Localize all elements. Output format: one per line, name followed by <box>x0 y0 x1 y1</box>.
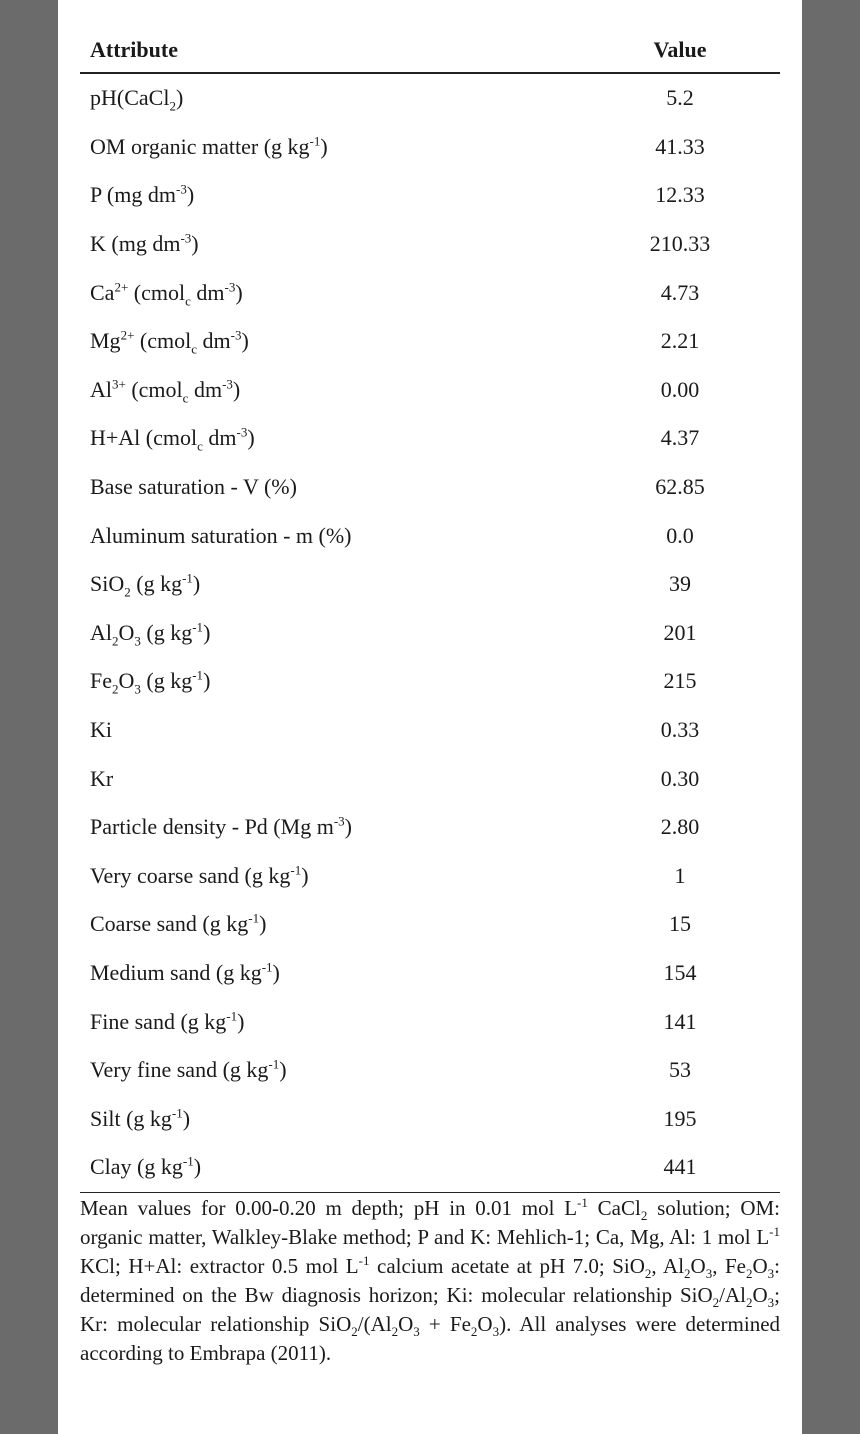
row-attribute: SiO$_2$ (g $kg^{-1}$) <box>90 570 201 600</box>
row-value: 0.33 <box>660 717 700 743</box>
row-attribute: OM organic matter (g $kg^{-1}$) <box>90 133 328 159</box>
table-row <box>80 609 780 658</box>
row-attribute: Particle density - Pd (Mg $m^{-3}$) <box>90 813 352 840</box>
table-row <box>80 852 780 901</box>
row-value: 215 <box>663 668 697 694</box>
table-row <box>80 560 780 609</box>
row-value: 2.80 <box>660 814 700 840</box>
row-value: 41.33 <box>655 133 705 159</box>
row-value: 2.21 <box>660 328 700 354</box>
row-attribute: $Ca^{2+}$ (cmol$_c$ $dm^{-3}$) <box>90 279 243 309</box>
table-row <box>80 123 780 172</box>
table-row <box>80 220 780 269</box>
table-header-row <box>80 28 780 73</box>
row-value: 0.30 <box>660 765 700 791</box>
table-row <box>80 1094 780 1143</box>
row-attribute: $Mg^{2+}$ (cmol$_c$ $dm^{-3}$) <box>90 327 249 357</box>
table-row <box>80 171 780 220</box>
row-attribute: Fine sand (g $kg^{-1}$) <box>90 1008 245 1034</box>
table-row <box>80 268 780 317</box>
row-value: 1 <box>674 862 686 888</box>
row-attribute: Medium sand (g $kg^{-1}$) <box>90 959 280 985</box>
row-value: 210.33 <box>649 231 711 257</box>
row-value: 53 <box>669 1057 691 1083</box>
table-row <box>80 317 780 366</box>
header-value: Value <box>580 28 780 73</box>
row-value: 12.33 <box>655 182 705 208</box>
table-row <box>80 754 780 803</box>
row-value: 201 <box>663 619 697 645</box>
table-row <box>80 463 780 512</box>
table-footnote: Mean values for 0.00-0.20 m depth; pH in 0.01 mol $L^{-1}$ CaCl$_2$ solution; OM: organic matter, Walkley-Blake method; P and K: Mehlich-1; Ca, Mg, Al: 1 mol $L^{-1}$ KCl; H+Al: extractor 0.5 mol $L^{-1}$ calcium acetate at pH 7.0; SiO$_2$, $Al_2O_3$, $Fe_2O_3$: determined on the Bw diagnosis horizon; Ki: molecular relationship $SiO_2/Al_2O_3$; Kr: molecular relationship $SiO_2/(Al_2O_3 + Fe_2O_3)$. All analyses were determined according to Embrapa (2011). <box>80 1195 781 1365</box>
row-attribute: $Al_2O_3$ (g $kg^{-1}$) <box>90 619 211 649</box>
row-attribute: Ki <box>90 717 112 743</box>
row-attribute: K (mg $dm^{-3}$) <box>90 230 199 257</box>
row-attribute: Aluminum saturation - m (%) <box>90 522 352 548</box>
row-attribute: Very fine sand (g $kg^{-1}$) <box>90 1056 287 1083</box>
table-row <box>80 511 780 560</box>
row-value: 0.0 <box>666 522 694 548</box>
row-value: 141 <box>663 1008 697 1034</box>
row-value: 441 <box>580 1143 780 1192</box>
table-row <box>80 414 780 463</box>
row-value: 4.37 <box>660 425 700 451</box>
table-row <box>80 706 780 755</box>
row-attribute: Very coarse sand (g $kg^{-1}$) <box>90 862 309 888</box>
table-row <box>80 900 780 949</box>
row-attribute: Kr <box>90 765 114 791</box>
row-value: 4.73 <box>660 279 700 305</box>
table-row <box>80 949 780 998</box>
document-page <box>58 0 802 1434</box>
row-value: 0.00 <box>660 376 700 402</box>
row-attribute: H+Al (cmol$_c$ $dm^{-3}$) <box>90 425 255 454</box>
table-row <box>80 997 780 1046</box>
table-body <box>80 73 780 1192</box>
table-row <box>80 1143 780 1192</box>
row-value: 15 <box>669 911 691 937</box>
row-value: 154 <box>663 959 697 985</box>
row-attribute: $Fe_2O_3$ (g $kg^{-1}$) <box>90 668 211 697</box>
row-attribute: pH(CaCl$_2$) <box>90 85 184 114</box>
row-value: 62.85 <box>655 474 705 500</box>
header-attribute: Attribute <box>80 28 580 73</box>
row-attribute: Silt (g $kg^{-1}$) <box>90 1105 191 1131</box>
soil-attributes-table-container <box>80 28 780 1193</box>
soil-attributes-table <box>80 28 780 1193</box>
row-attribute: Coarse sand (g $kg^{-1}$) <box>90 911 267 937</box>
row-attribute: $Al^{3+}$ (cmol$_c$ $dm^{-3}$) <box>90 376 241 406</box>
table-row <box>80 1046 780 1095</box>
row-attribute: Clay (g $kg^{-1}$) <box>80 1143 580 1192</box>
table-row <box>80 657 780 706</box>
row-attribute: P (mg $dm^{-3}$) <box>90 182 195 208</box>
table-row <box>80 366 780 415</box>
row-value: 39 <box>669 571 691 597</box>
table-row <box>80 73 780 123</box>
table-row <box>80 803 780 852</box>
row-value: 5.2 <box>666 85 694 111</box>
row-value: 195 <box>663 1105 697 1131</box>
row-attribute: Base saturation - V (%) <box>90 474 297 500</box>
